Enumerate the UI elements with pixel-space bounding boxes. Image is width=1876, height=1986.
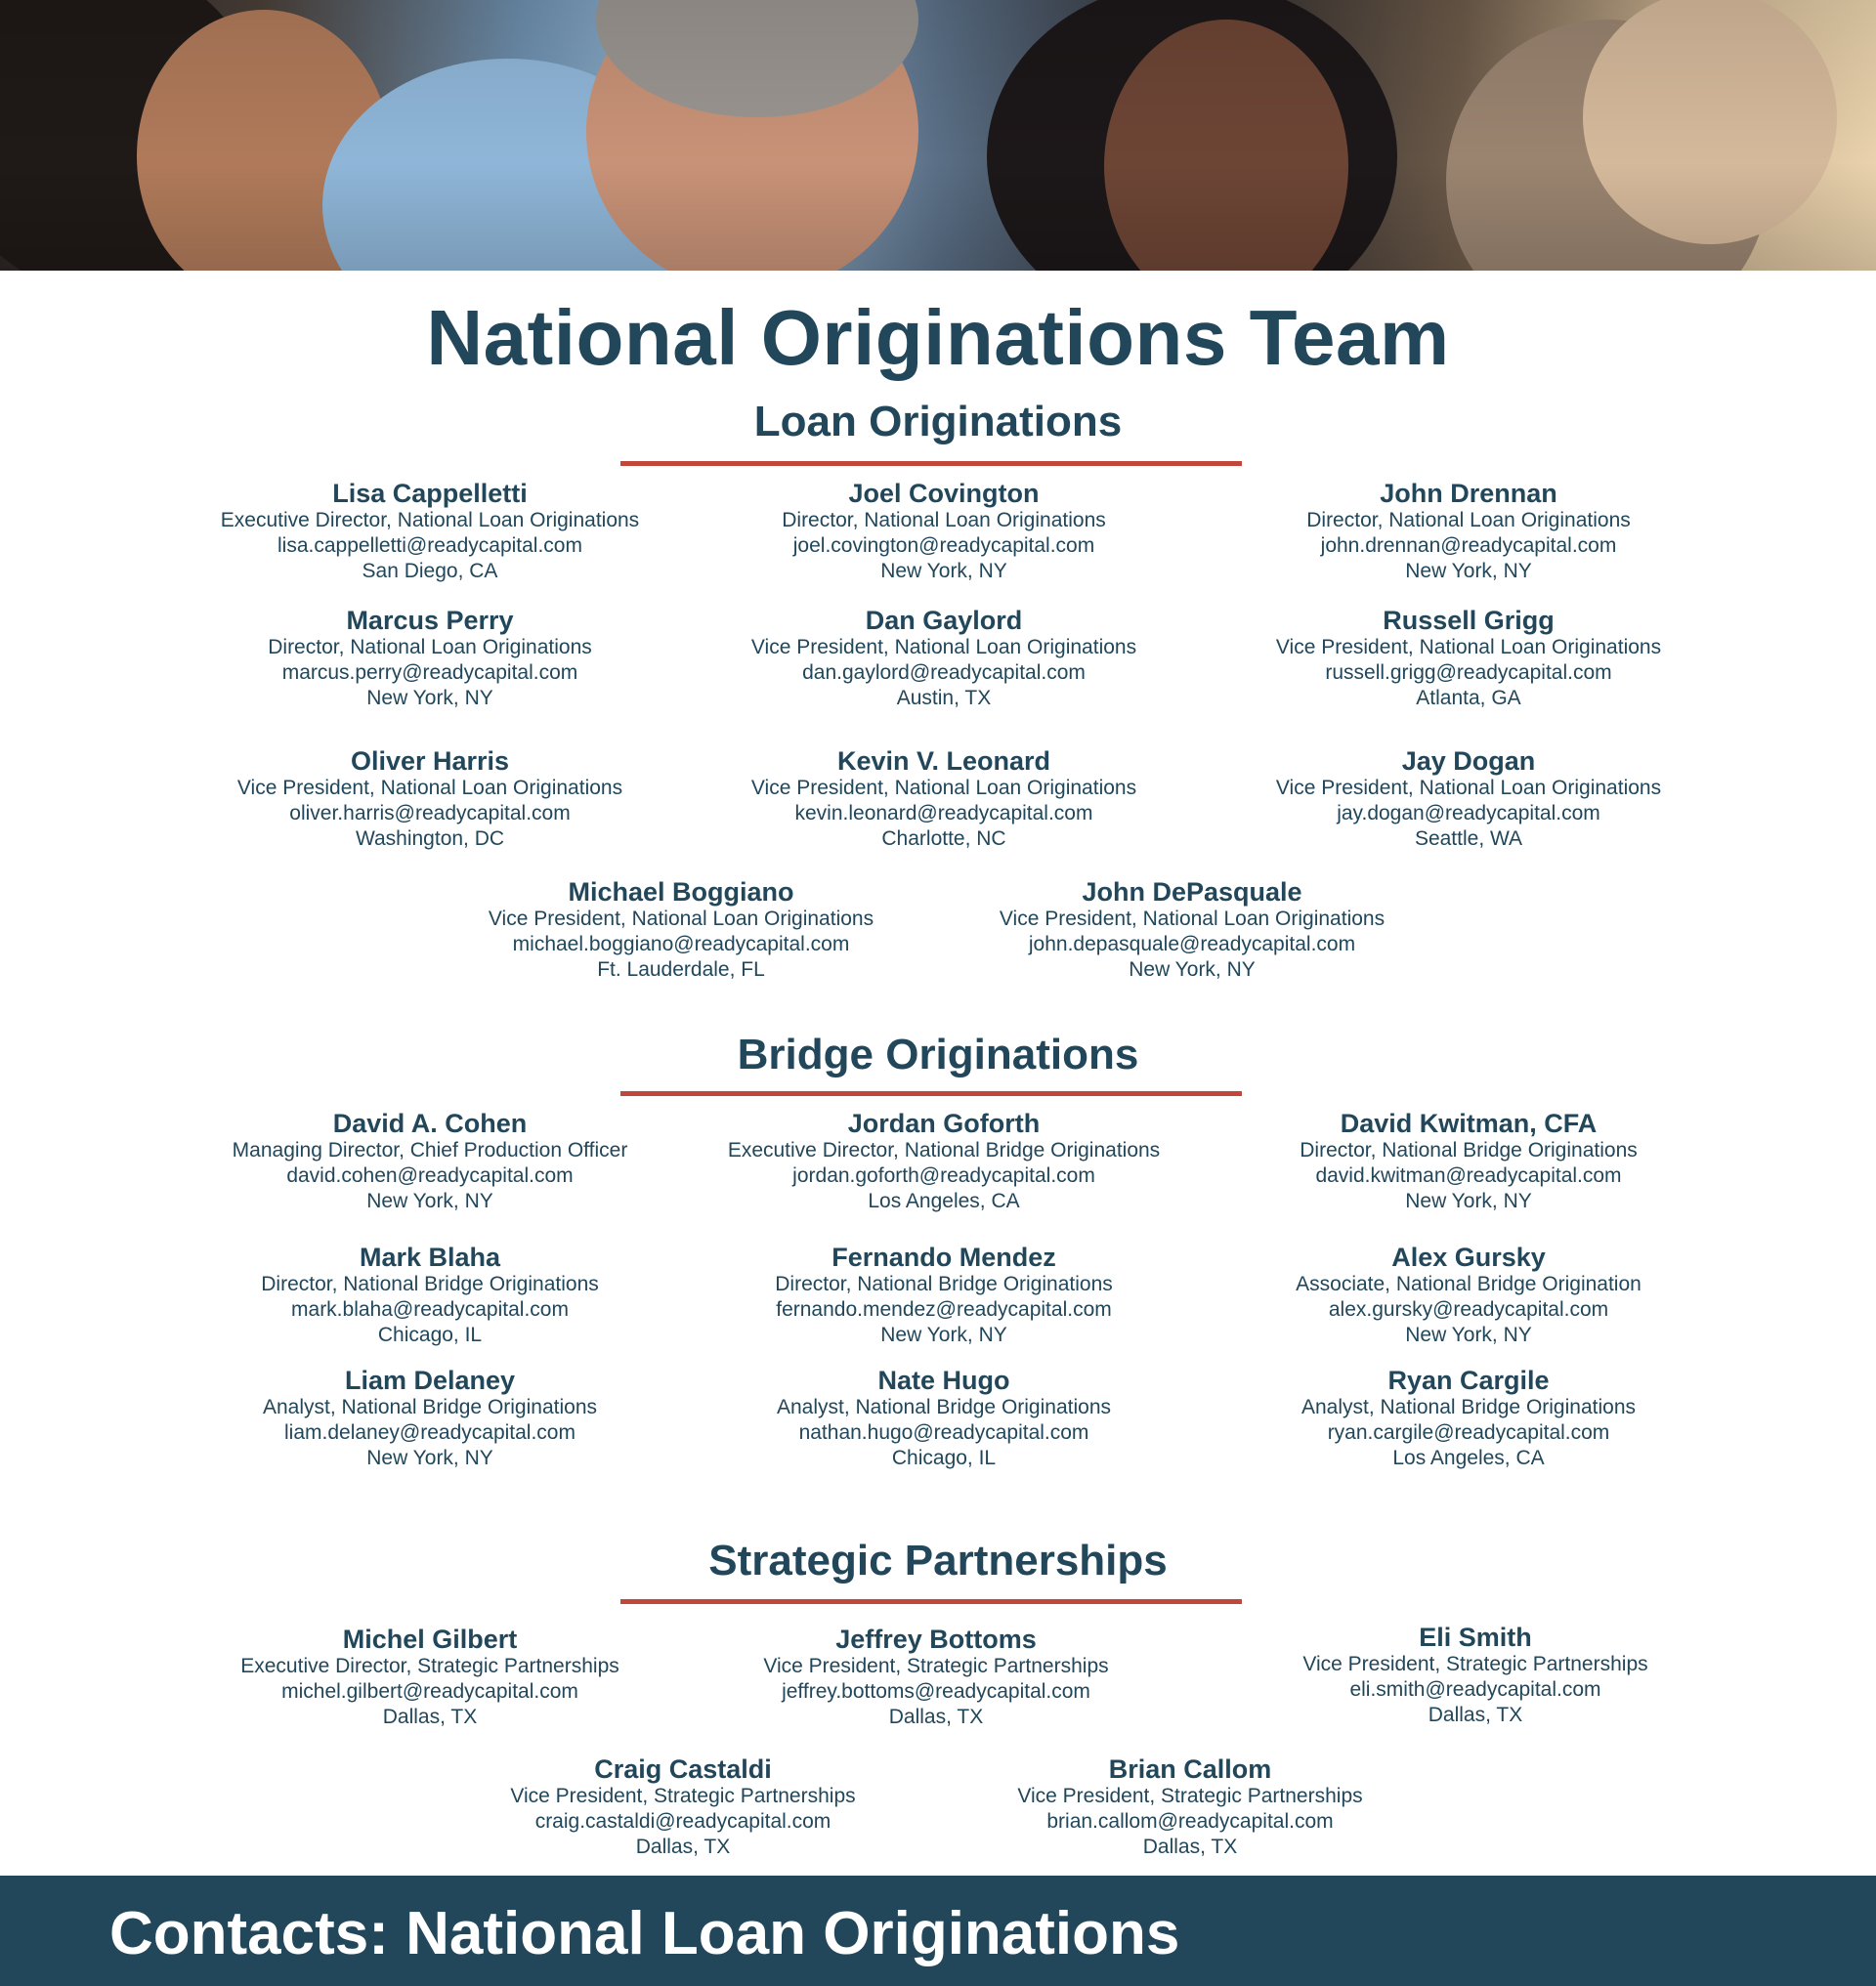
contact-title: Vice President, National Loan Originations xyxy=(488,908,874,930)
section-divider xyxy=(620,461,1242,466)
contact-card xyxy=(938,877,1446,983)
contact-name: Kevin V. Leonard xyxy=(836,746,1051,776)
contact-email[interactable]: nathan.hugo@readycapital.com xyxy=(798,1421,1089,1444)
contact-email[interactable]: dan.gaylord@readycapital.com xyxy=(802,661,1086,684)
contact-location: Dallas, TX xyxy=(1428,1704,1523,1726)
contact-email[interactable]: david.cohen@readycapital.com xyxy=(286,1164,574,1187)
contact-name: John DePasquale xyxy=(1082,877,1302,907)
contact-name: Fernando Mendez xyxy=(831,1243,1056,1272)
contact-card xyxy=(1215,746,1723,852)
contact-title: Vice President, National Loan Originations xyxy=(750,636,1137,658)
contact-title: Director, National Bridge Originations xyxy=(261,1273,599,1295)
section-heading: Bridge Originations xyxy=(737,1031,1139,1078)
contact-location: San Diego, CA xyxy=(362,560,498,582)
contact-name: Michael Boggiano xyxy=(568,877,794,907)
contact-title: Director, National Loan Originations xyxy=(268,636,592,658)
page-title: National Originations Team xyxy=(426,294,1450,381)
contact-location: Austin, TX xyxy=(896,687,992,709)
contact-location: Seattle, WA xyxy=(1414,827,1523,850)
contact-email[interactable]: russell.grigg@readycapital.com xyxy=(1325,661,1612,684)
contact-card xyxy=(176,1625,684,1730)
contact-title: Vice President, Strategic Partnerships xyxy=(510,1785,856,1807)
contact-email[interactable]: oliver.harris@readycapital.com xyxy=(289,802,571,824)
contact-name: Dan Gaylord xyxy=(865,606,1023,635)
contact-location: New York, NY xyxy=(366,1190,493,1212)
contact-title: Vice President, National Loan Originations xyxy=(999,908,1386,930)
contact-location: Ft. Lauderdale, FL xyxy=(597,958,765,981)
contact-name: Jordan Goforth xyxy=(847,1109,1041,1138)
contact-location: Dallas, TX xyxy=(888,1706,984,1728)
contact-card xyxy=(690,479,1198,584)
contact-location: New York, NY xyxy=(1405,1190,1532,1212)
section-heading: Strategic Partnerships xyxy=(708,1537,1168,1585)
contact-name: Brian Callom xyxy=(1108,1754,1272,1784)
contact-name: Eli Smith xyxy=(1419,1623,1532,1652)
contact-card xyxy=(1221,1623,1729,1728)
contact-name: Michel Gilbert xyxy=(342,1625,518,1654)
contact-email[interactable]: david.kwitman@readycapital.com xyxy=(1315,1164,1622,1187)
contact-email[interactable]: joel.covington@readycapital.com xyxy=(792,534,1095,557)
contact-title: Vice President, National Loan Originations xyxy=(1275,777,1662,799)
contact-name: David A. Cohen xyxy=(332,1109,528,1138)
contact-card xyxy=(176,1366,684,1471)
contact-email[interactable]: ryan.cargile@readycapital.com xyxy=(1327,1421,1610,1444)
contact-card xyxy=(690,1109,1198,1214)
contact-location: New York, NY xyxy=(366,1447,493,1469)
contact-title: Director, National Loan Originations xyxy=(1306,509,1631,531)
contact-name: John Drennan xyxy=(1380,479,1557,508)
section-heading: Loan Originations xyxy=(753,398,1123,445)
contact-email[interactable]: mark.blaha@readycapital.com xyxy=(291,1298,569,1321)
contact-name: Lisa Cappelletti xyxy=(332,479,528,508)
contact-email[interactable]: brian.callom@readycapital.com xyxy=(1046,1810,1334,1833)
contact-name: Ryan Cargile xyxy=(1387,1366,1550,1395)
contact-name: Jay Dogan xyxy=(1401,746,1536,776)
contact-title: Vice President, Strategic Partnerships xyxy=(1017,1785,1363,1807)
contact-location: New York, NY xyxy=(1129,958,1256,981)
contact-card xyxy=(176,1109,684,1214)
contact-title: Director, National Bridge Originations xyxy=(1300,1139,1638,1162)
contact-title: Executive Director, National Bridge Originations xyxy=(727,1139,1161,1162)
hero-photo xyxy=(0,0,1876,271)
contact-location: Chicago, IL xyxy=(377,1324,483,1346)
contact-card xyxy=(1215,479,1723,584)
contact-title: Vice President, National Loan Originations xyxy=(750,777,1137,799)
contact-title: Director, National Bridge Originations xyxy=(775,1273,1113,1295)
contact-card xyxy=(1215,1366,1723,1471)
contact-title: Vice President, National Loan Originations xyxy=(236,777,623,799)
contact-location: Washington, DC xyxy=(355,827,505,850)
contact-email[interactable]: john.depasquale@readycapital.com xyxy=(1028,933,1356,955)
contact-location: Dallas, TX xyxy=(382,1706,478,1728)
contact-title: Vice President, Strategic Partnerships xyxy=(763,1655,1109,1677)
footer-title: Contacts: National Loan Originations xyxy=(109,1900,1180,1967)
contact-name: Alex Gursky xyxy=(1391,1243,1546,1272)
contact-title: Vice President, National Loan Originations xyxy=(1275,636,1662,658)
contact-card xyxy=(690,606,1198,711)
contact-location: Atlanta, GA xyxy=(1416,687,1521,709)
contact-name: David Kwitman, CFA xyxy=(1340,1109,1598,1138)
contact-location: Chicago, IL xyxy=(891,1447,997,1469)
contact-location: New York, NY xyxy=(1405,560,1532,582)
contact-card xyxy=(427,877,935,983)
contact-name: Liam Delaney xyxy=(344,1366,516,1395)
contact-email[interactable]: marcus.perry@readycapital.com xyxy=(281,661,578,684)
contact-email[interactable]: alex.gursky@readycapital.com xyxy=(1328,1298,1609,1321)
contact-email[interactable]: michael.boggiano@readycapital.com xyxy=(512,933,850,955)
contact-card xyxy=(690,1243,1198,1348)
contact-card xyxy=(682,1625,1190,1730)
contact-card xyxy=(936,1754,1444,1860)
contact-card xyxy=(176,746,684,852)
contact-title: Executive Director, National Loan Originations xyxy=(220,509,640,531)
contact-email[interactable]: jay.dogan@readycapital.com xyxy=(1337,802,1600,824)
contact-location: Dallas, TX xyxy=(1142,1836,1238,1858)
contact-email[interactable]: liam.delaney@readycapital.com xyxy=(284,1421,576,1444)
contact-location: Los Angeles, CA xyxy=(868,1190,1020,1212)
contact-email[interactable]: eli.smith@readycapital.com xyxy=(1349,1678,1601,1701)
contact-email[interactable]: jordan.goforth@readycapital.com xyxy=(792,1164,1095,1187)
contact-location: Dallas, TX xyxy=(635,1836,731,1858)
contact-name: Jeffrey Bottoms xyxy=(835,1625,1037,1654)
contact-location: New York, NY xyxy=(366,687,493,709)
contact-email[interactable]: craig.castaldi@readycapital.com xyxy=(534,1810,831,1833)
contact-card xyxy=(1215,1243,1723,1348)
contact-title: Associate, National Bridge Origination xyxy=(1296,1273,1642,1295)
contact-email[interactable]: lisa.cappelletti@readycapital.com xyxy=(277,534,582,557)
contact-card xyxy=(1215,1109,1723,1214)
contact-location: New York, NY xyxy=(1405,1324,1532,1346)
contact-card xyxy=(690,746,1198,852)
contact-name: Nate Hugo xyxy=(877,1366,1010,1395)
contact-location: Charlotte, NC xyxy=(881,827,1006,850)
contact-email[interactable]: michel.gilbert@readycapital.com xyxy=(281,1680,578,1703)
contact-email[interactable]: fernando.mendez@readycapital.com xyxy=(776,1298,1112,1321)
contact-location: New York, NY xyxy=(880,1324,1007,1346)
contact-name: Mark Blaha xyxy=(359,1243,501,1272)
contact-name: Joel Covington xyxy=(848,479,1040,508)
contact-name: Craig Castaldi xyxy=(594,1754,772,1784)
section-divider xyxy=(620,1091,1242,1096)
contact-card xyxy=(429,1754,937,1860)
contact-location: Los Angeles, CA xyxy=(1392,1447,1545,1469)
section-divider xyxy=(620,1599,1242,1604)
contact-name: Russell Grigg xyxy=(1383,606,1555,635)
contact-title: Analyst, National Bridge Originations xyxy=(776,1396,1111,1418)
contact-name: Oliver Harris xyxy=(350,746,510,776)
contact-title: Executive Director, Strategic Partnerships xyxy=(240,1655,619,1677)
contact-location: New York, NY xyxy=(880,560,1007,582)
contact-card xyxy=(176,479,684,584)
contact-card xyxy=(176,1243,684,1348)
contact-title: Director, National Loan Originations xyxy=(782,509,1106,531)
contact-card xyxy=(1215,606,1723,711)
contact-title: Analyst, National Bridge Originations xyxy=(262,1396,597,1418)
contact-email[interactable]: kevin.leonard@readycapital.com xyxy=(794,802,1093,824)
contact-card xyxy=(690,1366,1198,1471)
contact-title: Managing Director, Chief Production Officer xyxy=(232,1139,628,1162)
contact-card xyxy=(176,606,684,711)
contact-title: Vice President, Strategic Partnerships xyxy=(1302,1653,1648,1675)
contact-email[interactable]: john.drennan@readycapital.com xyxy=(1320,534,1617,557)
contact-name: Marcus Perry xyxy=(346,606,514,635)
contact-email[interactable]: jeffrey.bottoms@readycapital.com xyxy=(782,1680,1090,1703)
contact-title: Analyst, National Bridge Originations xyxy=(1300,1396,1636,1418)
